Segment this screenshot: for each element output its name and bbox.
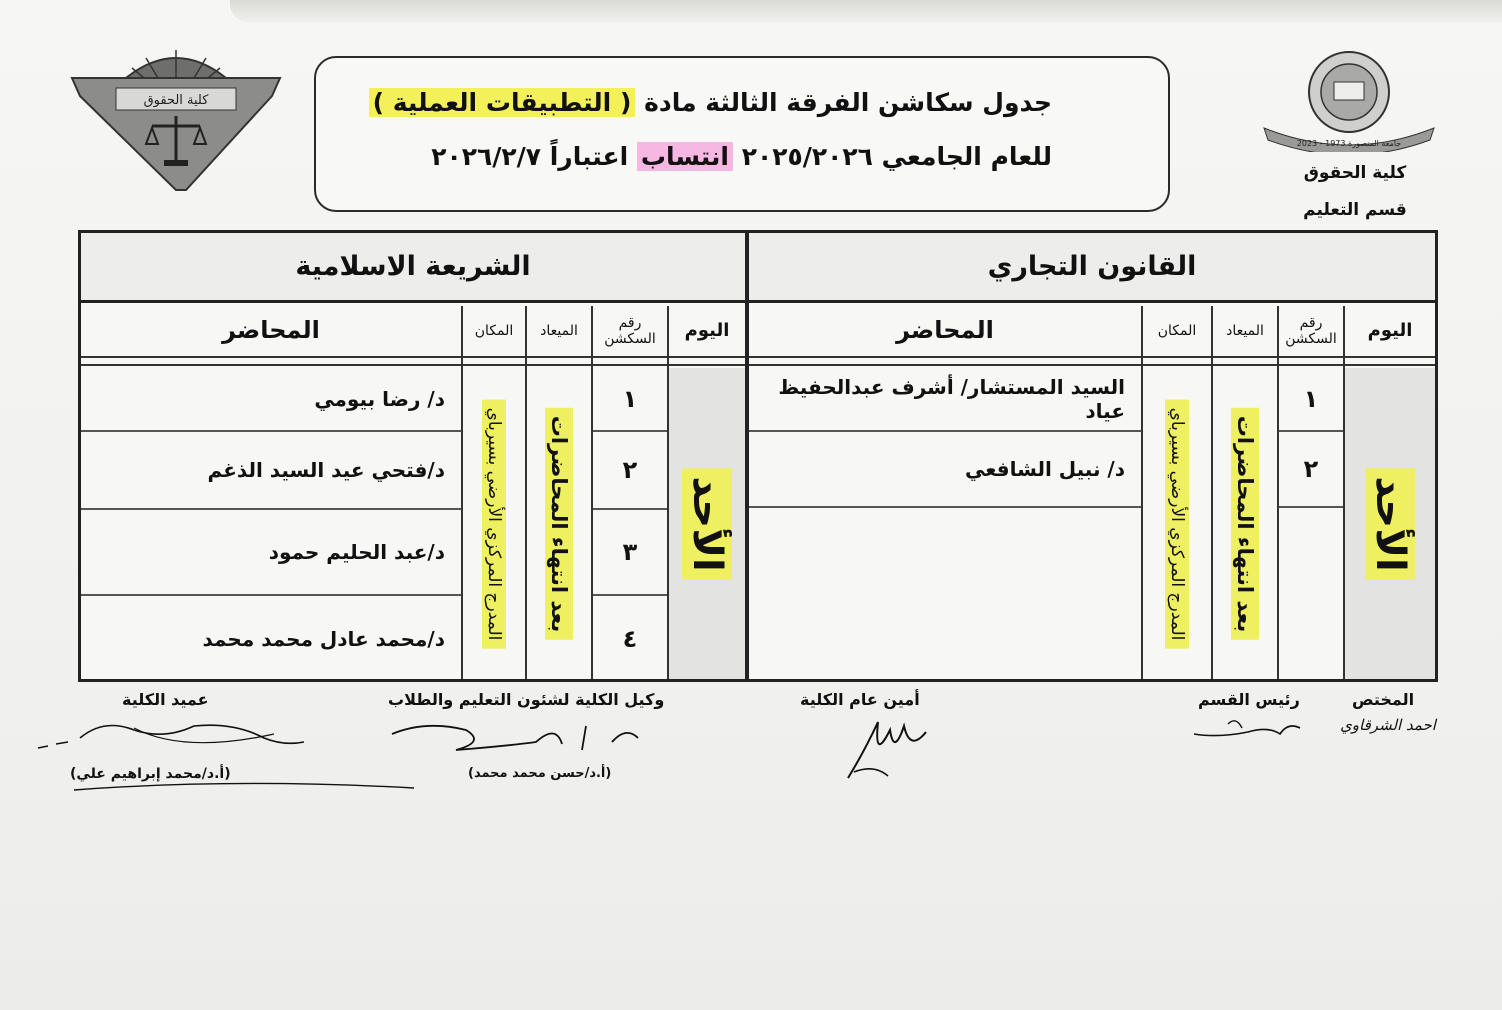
list-item bbox=[81, 368, 461, 432]
program-label: انتساب bbox=[637, 142, 733, 171]
place-value: المدرج المركزي الأرضي بسيرباي bbox=[1165, 399, 1189, 648]
list-item bbox=[81, 510, 461, 596]
lecturer-header: المحاضر bbox=[81, 306, 461, 358]
section-number: ٢ bbox=[1303, 455, 1319, 483]
lecturer-name: د/محمد عادل محمد محمد bbox=[202, 627, 445, 651]
time-column bbox=[525, 306, 591, 679]
lecturer-name: د/ نبيل الشافعي bbox=[964, 457, 1125, 481]
islamic-sharia-schedule bbox=[78, 230, 748, 682]
lecturer-name: د/عبد الحليم حمود bbox=[268, 540, 445, 564]
section-number: ٤ bbox=[622, 625, 638, 653]
lecturer-name: د/فتحي عيد السيد الذغم bbox=[207, 458, 445, 482]
time-value: بعد انتهاء المحاضرات bbox=[1231, 407, 1259, 639]
title-subject: ( التطبيقات العملية ) bbox=[369, 88, 636, 117]
table-row bbox=[593, 368, 667, 432]
table-row bbox=[593, 596, 667, 682]
year-value: ٢٠٢٥/٢٠٢٦ bbox=[741, 142, 873, 171]
table-row bbox=[1279, 432, 1343, 508]
lecturer-name: السيد المستشار/ أشرف عبدالحفيظ عياد bbox=[778, 375, 1125, 423]
time-header: الميعاد bbox=[1213, 306, 1277, 358]
year-prefix: للعام الجامعي bbox=[881, 142, 1052, 171]
section-column bbox=[1277, 306, 1343, 679]
day-value: الأحد bbox=[1365, 468, 1415, 579]
list-item bbox=[81, 432, 461, 510]
time-header: الميعاد bbox=[527, 306, 591, 358]
day-header: اليوم bbox=[1345, 306, 1435, 358]
section-column bbox=[591, 306, 667, 679]
faculty-name: كلية الحقوق bbox=[1303, 163, 1407, 183]
dean-name: (أ.د/محمد إبراهيم علي) bbox=[70, 766, 231, 782]
list-item bbox=[749, 508, 1141, 682]
title-box bbox=[314, 56, 1170, 212]
list-item bbox=[749, 432, 1141, 508]
day-column bbox=[667, 306, 745, 679]
table-row bbox=[1279, 508, 1343, 682]
lecturer-column bbox=[81, 306, 461, 679]
secretary-signature bbox=[844, 712, 934, 784]
department-name: قسم التعليم bbox=[1303, 200, 1407, 220]
right-logo-text: جامعة المنصورة 1973 - 2023 bbox=[1296, 139, 1402, 148]
university-seal-right bbox=[1254, 44, 1444, 152]
section-number: ١ bbox=[622, 385, 638, 413]
day-column bbox=[1343, 306, 1435, 679]
academic-year-line bbox=[431, 142, 1052, 171]
start-date: اعتباراً ٢٠٢٦/٢/٧ bbox=[431, 142, 629, 171]
section-number: ١ bbox=[1303, 385, 1319, 413]
section-header: رقم السكشن bbox=[593, 306, 667, 358]
day-value: الأحد bbox=[682, 468, 732, 579]
faculty-logo-left bbox=[66, 44, 286, 192]
title-line bbox=[369, 88, 1052, 117]
dean-label: عميد الكلية bbox=[122, 690, 209, 709]
table-row bbox=[1279, 368, 1343, 432]
title-prefix: جدول سكاشن الفرقة الثالثة مادة bbox=[644, 88, 1052, 117]
table-row bbox=[593, 432, 667, 510]
sharia-subject-title: الشريعة الاسلامية bbox=[81, 233, 745, 303]
place-header: المكان bbox=[1143, 306, 1211, 358]
dept-head-signature bbox=[1188, 712, 1308, 746]
vice-dean-name: (أ.د/حسن محمد محمد) bbox=[468, 766, 612, 781]
time-value: بعد انتهاء المحاضرات bbox=[545, 407, 573, 639]
dept-head-label: رئيس القسم bbox=[1198, 690, 1300, 709]
list-item bbox=[81, 596, 461, 682]
place-column bbox=[461, 306, 525, 679]
place-value: المدرج المركزي الأرضي بسيرباي bbox=[482, 399, 506, 648]
specialist-label: المختص bbox=[1352, 690, 1415, 709]
commercial-subject-title: القانون التجاري bbox=[749, 233, 1435, 303]
paper-fold-shadow bbox=[230, 0, 1502, 22]
list-item bbox=[749, 368, 1141, 432]
place-column bbox=[1141, 306, 1211, 679]
time-column bbox=[1211, 306, 1277, 679]
vice-dean-signature bbox=[386, 716, 656, 762]
secretary-label: أمين عام الكلية bbox=[800, 690, 920, 709]
lecturer-header: المحاضر bbox=[749, 306, 1141, 358]
specialist-signature-name: احمد الشرقاوي bbox=[1340, 716, 1436, 734]
day-header: اليوم bbox=[669, 306, 745, 358]
section-number: ٢ bbox=[622, 456, 638, 484]
lecturer-name: د/ رضا بيومي bbox=[314, 387, 445, 411]
lecturer-column bbox=[749, 306, 1141, 679]
vice-dean-label: وكيل الكلية لشئون التعليم والطلاب bbox=[388, 690, 665, 709]
place-header: المكان bbox=[463, 306, 525, 358]
table-row bbox=[593, 510, 667, 596]
section-header: رقم السكشن bbox=[1279, 306, 1343, 358]
left-logo-text: كلية الحقوق bbox=[143, 93, 209, 108]
section-number: ٣ bbox=[622, 538, 638, 566]
commercial-law-schedule bbox=[746, 230, 1438, 682]
